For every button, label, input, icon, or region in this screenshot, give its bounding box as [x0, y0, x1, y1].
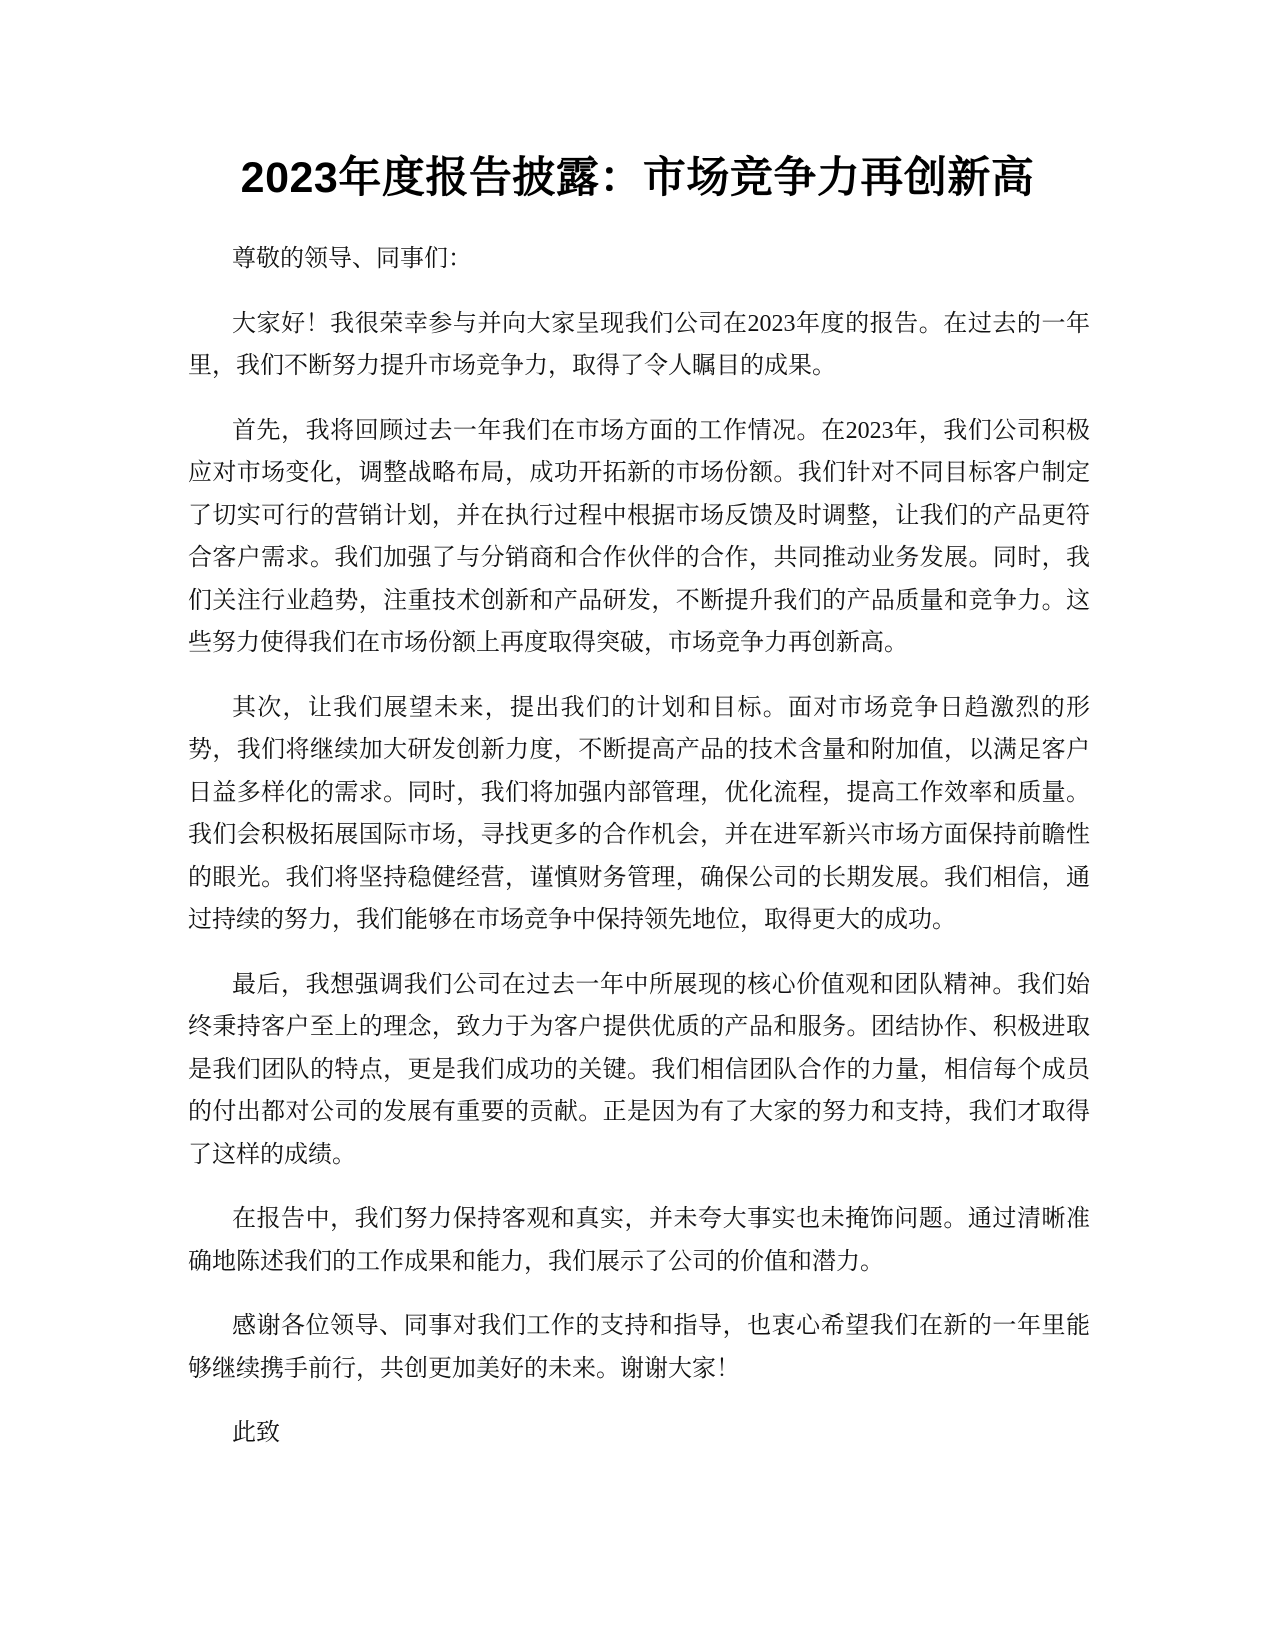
document-title: 2023年度报告披露：市场竞争力再创新高 — [240, 154, 1035, 202]
paragraph-values: 最后，我想强调我们公司在过去一年中所展现的核心价值观和团队精神。我们始终秉持客户至上的理念，致力于为客户提供优质的产品和服务。团结协作、积极进取是我们团队的特点，更是我们成功的关键。我们相信团队合作的力量，相信每个成员的付出都对公司的发展有重要的贡献。正是因为有了大家的努力和支持，我们才取得了这样的成绩。 — [188, 971, 1090, 1168]
paragraph-objectivity: 在报告中，我们努力保持客观和真实，并未夸大事实也未掩饰问题。通过清晰准确地陈述我们的工作成果和能力，我们展示了公司的价值和潜力。 — [188, 1206, 1090, 1275]
document-body — [188, 238, 1090, 1477]
paragraph-review: 首先，我将回顾过去一年我们在市场方面的工作情况。在2023年，我们公司积极应对市场变化，调整战略布局，成功开拓新的市场份额。我们针对不同目标客户制定了切实可行的营销计划，并在执行过程中根据市场反馈及时调整，让我们的产品更符合客户需求。我们加强了与分销商和合作伙伴的合作，共同推动业务发展。同时，我们关注行业趋势，注重技术创新和产品研发，不断提升我们的产品质量和竞争力。这些努力使得我们在市场份额上再度取得突破，市场竞争力再创新高。 — [188, 417, 1090, 656]
paragraph-outlook: 其次，让我们展望未来，提出我们的计划和目标。面对市场竞争日趋激烈的形势，我们将继续加大研发创新力度，不断提高产品的技术含量和附加值，以满足客户日益多样化的需求。同时，我们将加强内部管理，优化流程，提高工作效率和质量。我们会积极拓展国际市场，寻找更多的合作机会，并在进军新兴市场方面保持前瞻性的眼光。我们将坚持稳健经营，谨慎财务管理，确保公司的长期发展。我们相信，通过持续的努力，我们能够在市场竞争中保持领先地位，取得更大的成功。 — [188, 694, 1090, 933]
salutation: 尊敬的领导、同事们： — [232, 246, 472, 272]
paragraph-thanks: 感谢各位领导、同事对我们工作的支持和指导，也衷心希望我们在新的一年里能够继续携手前行，共创更加美好的未来。谢谢大家！ — [188, 1313, 1090, 1382]
paragraph-greeting: 大家好！我很荣幸参与并向大家呈现我们公司在2023年度的报告。在过去的一年里，我们不断努力提升市场竞争力，取得了令人瞩目的成果。 — [188, 310, 1090, 379]
closing: 此致 — [232, 1420, 280, 1446]
